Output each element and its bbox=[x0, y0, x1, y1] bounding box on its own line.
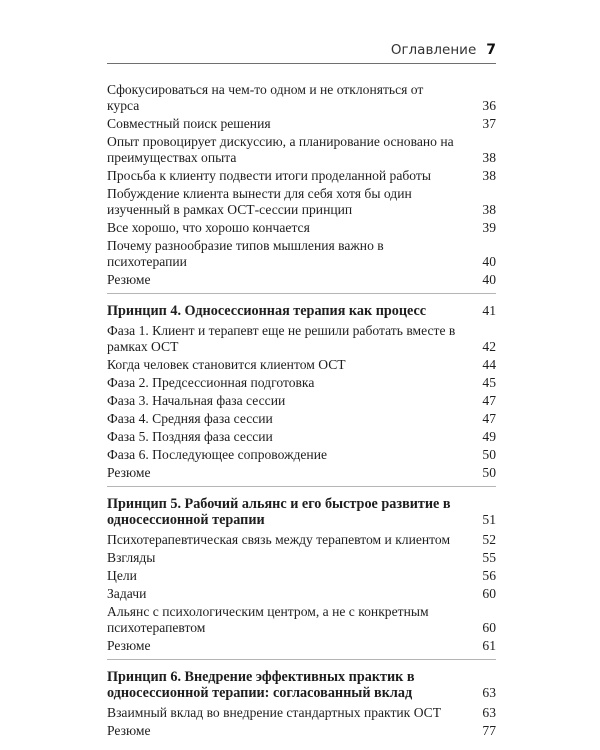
entry-title: Взгляды bbox=[107, 550, 156, 565]
toc-entry bbox=[107, 82, 496, 114]
page-number: 7 bbox=[486, 42, 496, 58]
entry-page: 50 bbox=[482, 447, 496, 462]
entry-title: Фаза 2. Предсессионная подготовка bbox=[107, 375, 315, 390]
header-rule bbox=[107, 63, 496, 64]
entry-title: Резюме bbox=[107, 638, 151, 653]
entry-page: 36 bbox=[482, 98, 496, 113]
entry-page: 60 bbox=[482, 586, 496, 601]
chapter-title: Принцип 6. Внедрение эффективных практик в односессионной терапии: согласованный вклад bbox=[107, 669, 415, 701]
toc-entry bbox=[107, 604, 496, 636]
entry-title: Фаза 4. Средняя фаза сессии bbox=[107, 411, 273, 426]
entry-page: 47 bbox=[482, 411, 496, 426]
running-header bbox=[107, 40, 496, 60]
toc-entry bbox=[107, 323, 496, 355]
entry-page: 44 bbox=[482, 357, 496, 372]
entry-title: Взаимный вклад во внедрение стандартных практик ОСТ bbox=[107, 705, 442, 720]
entry-page: 38 bbox=[482, 168, 496, 183]
entry-title: Сфокусироваться на чем-то одном и не отклоняться от курса bbox=[107, 82, 424, 113]
toc-entry bbox=[107, 357, 496, 373]
chapter-title: Принцип 5. Рабочий альянс и его быстрое развитие в односессионной терапии bbox=[107, 496, 451, 528]
toc-entry bbox=[107, 465, 496, 481]
entry-page: 63 bbox=[482, 705, 496, 720]
section-divider bbox=[107, 293, 496, 294]
entry-page: 77 bbox=[482, 723, 496, 738]
toc-entry bbox=[107, 532, 496, 548]
toc-entry bbox=[107, 586, 496, 602]
entry-title: Резюме bbox=[107, 723, 151, 738]
entry-page: 56 bbox=[482, 568, 496, 583]
entry-title: Все хорошо, что хорошо кончается bbox=[107, 220, 310, 235]
section-divider bbox=[107, 486, 496, 487]
chapter-title: Принцип 4. Односессионная терапия как процесс bbox=[107, 303, 427, 319]
entry-page: 40 bbox=[482, 254, 496, 269]
entry-page: 52 bbox=[482, 532, 496, 547]
toc-entry bbox=[107, 723, 496, 739]
chapter-page: 63 bbox=[482, 685, 496, 700]
entry-title: Цели bbox=[107, 568, 137, 583]
toc-entry bbox=[107, 447, 496, 463]
entry-title: Психотерапевтическая связь между терапевтом и клиентом bbox=[107, 532, 451, 547]
toc-entry bbox=[107, 638, 496, 654]
chapter-page: 51 bbox=[482, 512, 496, 527]
chapter-heading bbox=[107, 496, 496, 528]
entry-title: Фаза 1. Клиент и терапевт еще не решили работать вместе в рамках ОСТ bbox=[107, 323, 456, 354]
chapter-page: 41 bbox=[482, 303, 496, 318]
entry-page: 38 bbox=[482, 202, 496, 217]
entry-title: Фаза 5. Поздняя фаза сессии bbox=[107, 429, 273, 444]
toc-entry bbox=[107, 550, 496, 566]
entry-title: Задачи bbox=[107, 586, 147, 601]
entry-title: Когда человек становится клиентом ОСТ bbox=[107, 357, 346, 372]
toc-entry bbox=[107, 168, 496, 184]
entry-page: 40 bbox=[482, 272, 496, 287]
entry-title: Просьба к клиенту подвести итоги проделанной работы bbox=[107, 168, 431, 183]
table-of-contents bbox=[107, 82, 496, 741]
toc-entry bbox=[107, 272, 496, 288]
toc-entry bbox=[107, 134, 496, 166]
toc-entry bbox=[107, 705, 496, 721]
toc-entry bbox=[107, 375, 496, 391]
entry-title: Побуждение клиента вынести для себя хотя бы один изученный в рамках ОСТ-сессии принцип bbox=[107, 186, 412, 217]
toc-entry bbox=[107, 411, 496, 427]
toc-entry bbox=[107, 568, 496, 584]
entry-title: Почему разнообразие типов мышления важно в психотерапии bbox=[107, 238, 384, 269]
entry-title: Резюме bbox=[107, 465, 151, 480]
entry-page: 49 bbox=[482, 429, 496, 444]
entry-page: 60 bbox=[482, 620, 496, 635]
toc-entry bbox=[107, 186, 496, 218]
entry-page: 39 bbox=[482, 220, 496, 235]
entry-page: 55 bbox=[482, 550, 496, 565]
toc-entry bbox=[107, 429, 496, 445]
entry-title: Совместный поиск решения bbox=[107, 116, 271, 131]
entry-title: Фаза 3. Начальная фаза сессии bbox=[107, 393, 286, 408]
toc-entry bbox=[107, 116, 496, 132]
entry-title: Альянс с психологическим центром, а не с конкретным психотерапевтом bbox=[107, 604, 429, 635]
entry-page: 45 bbox=[482, 375, 496, 390]
entry-page: 42 bbox=[482, 339, 496, 354]
header-title: Оглавление bbox=[390, 42, 477, 58]
entry-title: Резюме bbox=[107, 272, 151, 287]
entry-title: Фаза 6. Последующее сопровождение bbox=[107, 447, 328, 462]
toc-entry bbox=[107, 220, 496, 236]
chapter-heading bbox=[107, 303, 496, 319]
section-divider bbox=[107, 659, 496, 660]
entry-page: 38 bbox=[482, 150, 496, 165]
chapter-heading bbox=[107, 669, 496, 701]
toc-entry bbox=[107, 393, 496, 409]
entry-page: 37 bbox=[482, 116, 496, 131]
toc-entry bbox=[107, 238, 496, 270]
entry-page: 61 bbox=[482, 638, 496, 653]
entry-title: Опыт провоцирует дискуссию, а планирование основано на преимуществах опыта bbox=[107, 134, 454, 165]
entry-page: 50 bbox=[482, 465, 496, 480]
entry-page: 47 bbox=[482, 393, 496, 408]
